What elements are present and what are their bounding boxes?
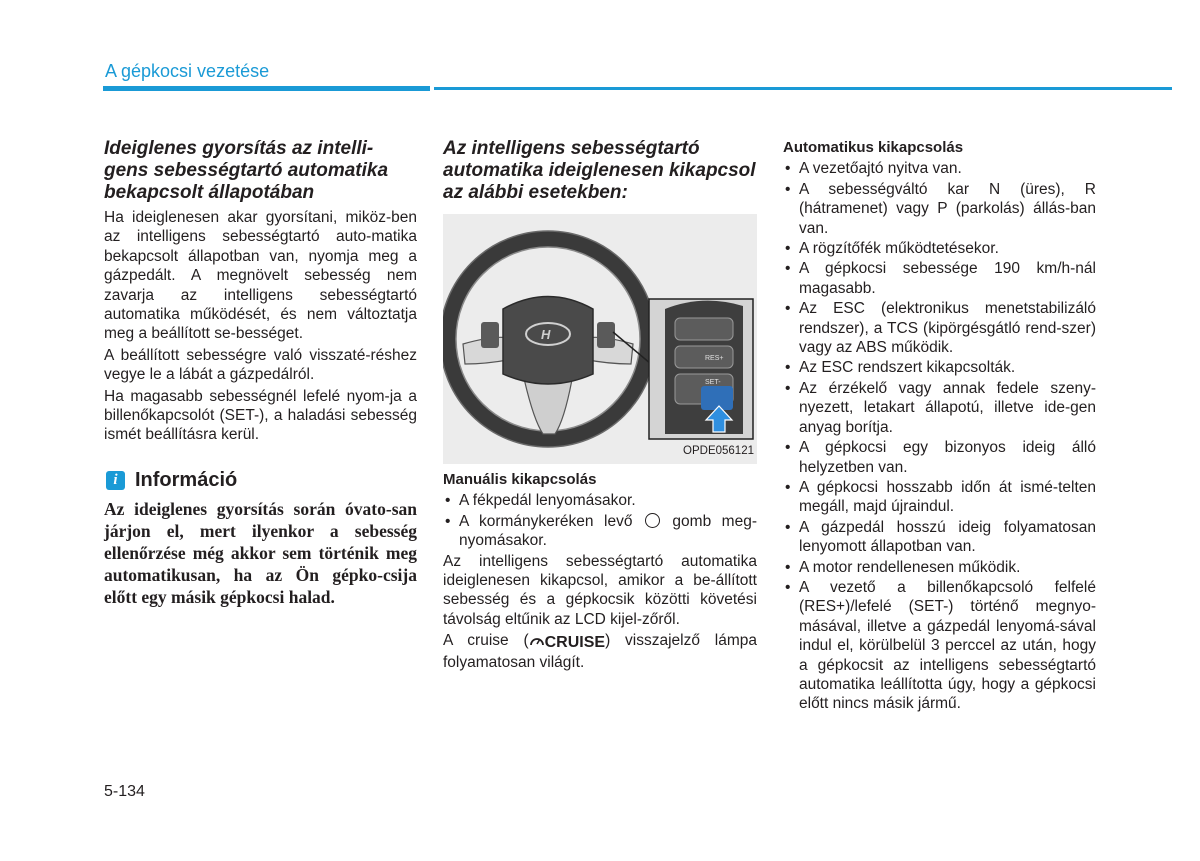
list-item: • A gépkocsi hosszabb időn át ismé-telten megáll, majd újraindul. xyxy=(783,478,1096,517)
list-item: • A rögzítőfék működtetésekor. xyxy=(783,239,1096,258)
list-item: • Az ESC rendszert kikapcsolták. xyxy=(783,358,1096,377)
set-minus-label: SET- xyxy=(705,379,721,386)
page-number: 5-134 xyxy=(104,783,145,800)
list-item-text: gomb meg-nyomásakor. xyxy=(459,512,757,550)
cruise-text-before: A cruise ( xyxy=(443,632,529,650)
automatic-deactivation-list xyxy=(783,159,1096,713)
section-heading-temporary-deactivation: Az intelligens sebességtartó automatika ideiglenesen kikapcsol az alábbi esetekben: xyxy=(443,138,756,203)
list-item: • A gázpedál hosszú ideig folyamatosan lenyomott állapotban van. xyxy=(783,518,1096,557)
svg-text:H: H xyxy=(541,327,551,342)
manual-deactivation-title: Manuális kikapcsolás xyxy=(443,471,597,488)
list-item: • A gépkocsi sebessége 190 km/h-nál magasabb. xyxy=(783,259,1096,298)
paragraph-lcd: Az intelligens sebességtartó automatika ideiglenesen kikapcsol, amikor a be-állított sebesség és a gépkocsik közötti követési távolság eltűnik az LCD kijel-zőről. xyxy=(443,552,757,628)
figure-code: OPDE056121 xyxy=(683,444,754,457)
paragraph-cruise-indicator xyxy=(443,631,757,672)
list-item: • A vezetőajtó nyitva van. xyxy=(783,159,1096,178)
column-2 xyxy=(443,138,757,674)
list-item: • A fékpedál lenyomásakor. xyxy=(443,491,757,510)
list-item: • A sebességváltó kar N (üres), R (hátramenet) vagy P (parkolás) állás-ban van. xyxy=(783,180,1096,238)
header-rule-thick xyxy=(103,86,430,91)
cruise-indicator-label: CRUISE xyxy=(544,634,606,652)
cruise-text-after: ) visszajelző lámpa folyamatosan világít. xyxy=(443,632,757,671)
list-item: • A motor rendellenesen működik. xyxy=(783,558,1096,577)
paragraph-acceleration: Ha ideiglenesen akar gyorsítani, miköz-ben az intelligens sebességtartó auto-matika bekapcsolt állapotban van, nyomja meg a gázpedált. A megnövelt sebesség nem zavarja az intelligens sebességtartó automatika működését, és nem változtatja meg a beállított se-bességet. xyxy=(104,209,417,343)
running-header: A gépkocsi vezetése xyxy=(105,61,270,81)
column-3 xyxy=(783,138,1096,715)
info-body: Az ideiglenes gyorsítás során óvato-san járjon el, mert ilyenkor a sebesség ellenőrzése még akkor sem történik meg automatikusan, ha az Ön gépko-csija előtt egy másik gépkocsi halad. xyxy=(104,499,417,608)
steering-wheel-figure xyxy=(443,214,757,464)
info-icon: i xyxy=(106,471,125,490)
info-heading xyxy=(104,468,417,491)
list-item xyxy=(443,512,757,551)
manual-deactivation-list xyxy=(443,491,757,550)
list-item: • Az ESC (elektronikus menetstabilizáló rendszer), a TCS (kipörgésgátló rend-szer) vagy az ABS működik. xyxy=(783,299,1096,357)
automatic-deactivation-title: Automatikus kikapcsolás xyxy=(783,139,964,156)
steering-wheel-illustration xyxy=(443,214,757,464)
list-item-text: A kormánykeréken levő xyxy=(459,512,633,530)
info-title: Információ xyxy=(135,468,238,491)
list-item: • Az érzékelő vagy annak fedele szeny-nyezett, letakart állapotú, illetve ide-gen anyag borítja. xyxy=(783,379,1096,437)
cancel-button-icon xyxy=(645,513,660,528)
speedometer-icon xyxy=(529,633,545,647)
paragraph-return-speed: A beállított sebességre való visszaté-réshez vegye le a lábát a gázpedálról. xyxy=(104,346,417,384)
column-1 xyxy=(104,138,417,608)
paragraph-set-minus: Ha magasabb sebességnél lefelé nyom-ja a billenőkapcsolót (SET-), a haladási sebesség ismét beállításra kerül. xyxy=(104,387,417,444)
section-heading-temporary-acceleration: Ideiglenes gyorsítás az intelli-gens sebességtartó automatika bekapcsolt állapotában xyxy=(104,138,389,203)
res-plus-label: RES+ xyxy=(705,355,724,362)
list-item: • A gépkocsi egy bizonyos ideig álló helyzetben van. xyxy=(783,438,1096,477)
list-item: • A vezető a billenőkapcsoló felfelé (RES+)/lefelé (SET-) történő megnyo-másával, illetve a gázpedál lenyomá-sával indul el, körülbelül 3 perccel az után, hogy a gépkocsit az intelligens sebességtartó automatika leállította úgy, hogy a gépkocsi előtt nincs másik jármű. xyxy=(783,578,1096,714)
header-rule-thin xyxy=(434,87,1172,90)
